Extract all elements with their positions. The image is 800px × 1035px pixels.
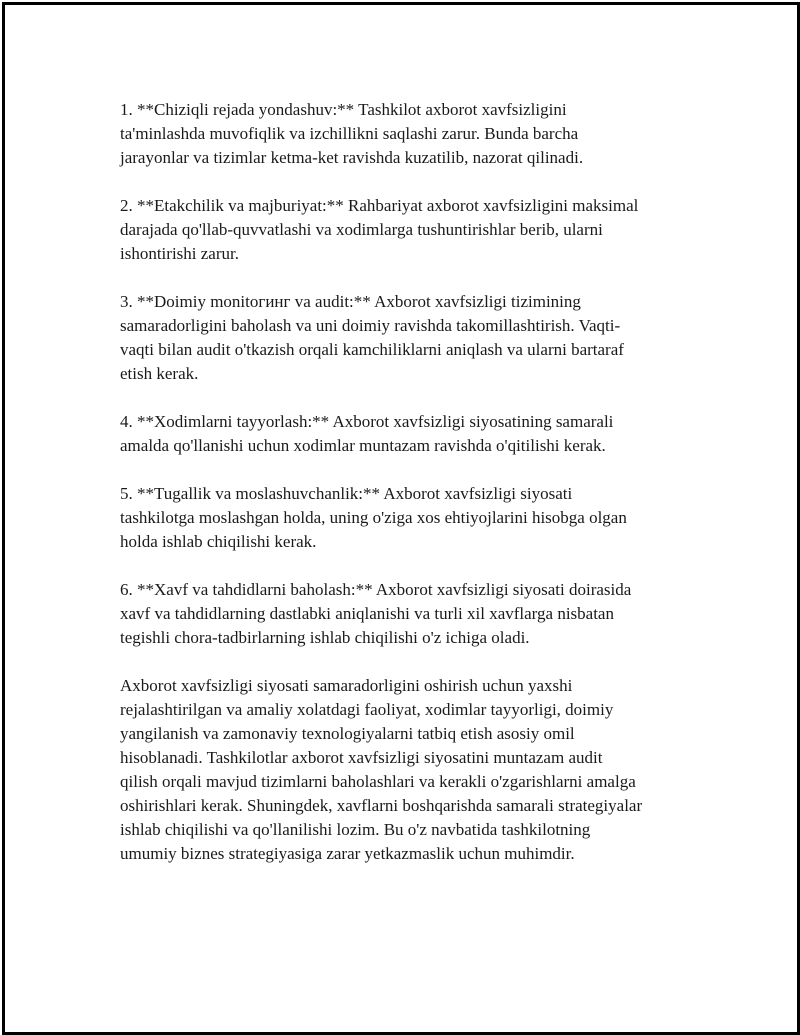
- list-item-linear-approach: 1. **Chiziqli rejada yondashuv:** Tashkilot axborot xavfsizligini ta'minlashda muvofiqlik va izchillikni saqlashi zarur. Bunda barcha jarayonlar va tizimlar ketma-ket ravishda kuzatilib, nazorat qilinadi.: [120, 100, 584, 167]
- list-item-monitoring-audit: 3. **Doimiy monitoгинг va audit:** Axborot xavfsizligi tizimining samaradorligini baholash va uni doimiy ravishda takomillashtirish. Vaqti- vaqti bilan audit o'tkazish orqali kamchiliklarni aniqlash va ularni bartaraf etish kerak.: [120, 292, 624, 383]
- summary-paragraph: Axborot xavfsizligi siyosati samaradorligini oshirish uchun yaxshi rejalashtirilgan va amaliy xolatdagi faoliyat, xodimlar tayyorligi, doimiy yangilanish va zamonaviy texnologiyalarni tatbiq etish asosiy omil hisoblanadi. Tashkilotlar axborot xavfsizligi siyosatini muntazam audit qilish orqali mavjud tizimlarni baholashlari va kerakli o'zgarishlarni amalga oshirishlari kerak. Shuningdek, xavflarni boshqarishda samarali strategiyalar ishlab chiqilishi va qo'llanilishi lozim. Bu o'z navbatida tashkilotning umumiy biznes strategiyasiga zarar yetkazmaslik uchun muhimdir.: [120, 676, 643, 863]
- page-border: [2, 2, 800, 1035]
- document-body: [120, 98, 695, 890]
- list-item-risk-assessment: 6. **Xavf va tahdidlarni baholash:** Axborot xavfsizligi siyosati doirasida xavf va tahdidlarning dastlabki aniqlanishi va turli xil xavflarga nisbatan tegishli chora-tadbirlarning ishlab chiqilishi o'z ichiga oladi.: [120, 580, 632, 647]
- list-item-flexibility: 5. **Tugallik va moslashuvchanlik:** Axborot xavfsizligi siyosati tashkilotga moslashgan holda, uning o'ziga xos ehtiyojlarini hisobga olgan holda ishlab chiqilishi kerak.: [120, 484, 627, 551]
- list-item-staff-training: 4. **Xodimlarni tayyorlash:** Axborot xavfsizligi siyosatining samarali amalda qo'llanishi uchun xodimlar muntazam ravishda o'qitilishi kerak.: [120, 412, 614, 455]
- list-item-leadership: 2. **Etakchilik va majburiyat:** Rahbariyat axborot xavfsizligini maksimal darajada qo'llab-quvvatlashi va xodimlarga tushuntirishlar berib, ularni ishontirishi zarur.: [120, 196, 639, 263]
